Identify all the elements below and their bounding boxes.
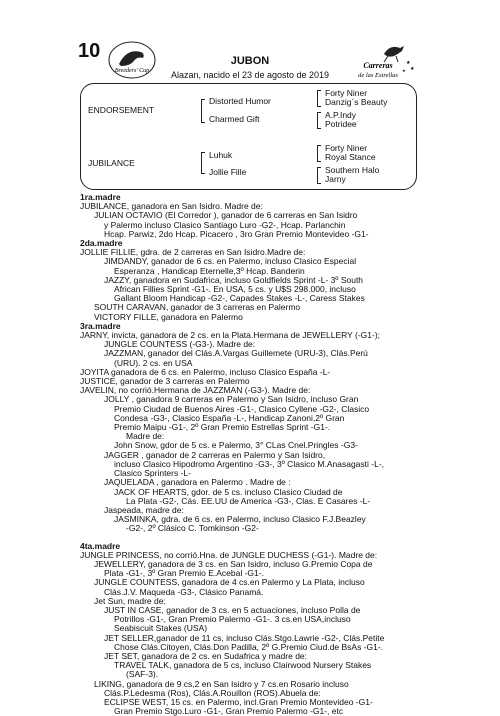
- pedigree-brace: [201, 152, 205, 174]
- family-line: JUNGLE COUNTESS (-G3-). Madre de:: [104, 339, 256, 350]
- pedigree-brace: [201, 99, 205, 123]
- family-line: JEWELLERY, ganadora de 3 cs. en San Isidro, incluso G.Premio Copa de: [94, 558, 373, 569]
- family-line: Jaspeada, madre de:: [104, 504, 184, 515]
- family-line: JARNY, invicta, ganadora de 2 cs. en la Plata.Hermana de JEWELLERY (-G1-);: [80, 330, 381, 341]
- family-section-heading: 1ra.madre: [80, 192, 121, 202]
- family-line: Premio Ciudad de Buenos Aires -G1-, Clasico Cyllene -G2-, Clasico: [114, 403, 370, 414]
- pedigree-dam-sire: Luhuk: [209, 150, 233, 160]
- family-line: Seabiscuit Stakes (USA): [114, 623, 208, 634]
- family-line: JET SET, ganadora de 2 cs. en Sudafrica y madre de:: [104, 650, 308, 661]
- family-line: Potrillos -G1-, Gran Premio Palermo -G1-. 3 cs.en USA,incluso: [114, 614, 351, 625]
- family-line: ECLIPSE WEST, 15 cs. en Palermo, incl.Gran Premio Montevideo -G1-: [104, 696, 373, 707]
- family-line: John Snow, gdor de 5 cs. e Palermo, 3° CLas Cnel.Pringles -G3-: [114, 440, 358, 451]
- family-line: JUSTICE, ganador de 3 carreras en Palermo: [80, 376, 250, 387]
- family-line: Clás.J.V. Maqueda -G3-, Clásico Panamá.: [104, 586, 264, 597]
- family-line: JAZZMAN, ganador del Clás.A.Vargas Guillemete (URU-3), Clás.Perú: [104, 348, 368, 359]
- family-line: Gran Premio Stgo.Luro -G1-, Gran Premio Palermo -G1-, etc: [114, 706, 344, 716]
- family-line: VICTORY FILLE, ganadora en Palermo: [94, 311, 243, 322]
- pedigree-dam-sire-sire: Forty Niner: [325, 143, 368, 153]
- family-line: JAZZY, ganadora en Sudafrica, incluso Goldfields Sprint -L- 3º South: [104, 274, 364, 285]
- family-line: LIKING, ganadora de 9 cs,2 en San Isidro y 7 cs.en Rosario incluso: [94, 678, 349, 689]
- family-section-heading: 3ra.madre: [80, 320, 121, 331]
- family-line: Hcap. Parwiz, 2do Hcap. Picacero , 3ro Gran Premio Montevideo -G1-: [104, 228, 369, 239]
- pedigree-sire-sire: Distorted Humor: [209, 96, 271, 106]
- spacer: [80, 534, 425, 542]
- pedigree-dam-sire-dam: Royal Stance: [325, 152, 376, 162]
- family-line: La Plata -G2-, Cás. EE.UU de America -G3-, Clas. E Casares -L-: [126, 495, 371, 506]
- horse-name: JUBON: [230, 55, 270, 67]
- family-line: Jet Sun, madre de:: [94, 595, 166, 606]
- family-line: TRAVEL TALK, ganadora de 5 cs, incluso Clairwood Nursery Stakes: [114, 660, 372, 671]
- family-line: Plata -G1-, 3º Gran Premio E.Acebal -G1-.: [104, 568, 264, 579]
- family-line: JUNGLE COUNTESS, ganadora de 4 cs.en Palermo y La Plata, incluso: [94, 577, 365, 588]
- pedigree-dam-dam: Jollie Fille: [209, 167, 247, 177]
- svg-text:★: ★: [406, 60, 411, 66]
- pedigree-brace: [317, 145, 321, 162]
- family-line: JOLLIE FILLIE, gdra. de 2 carreras en San Isidro.Madre de:: [80, 247, 306, 258]
- svg-text:★: ★: [410, 66, 415, 72]
- family-section-heading: 4ta.madre: [80, 540, 121, 551]
- pedigree-brace: [317, 90, 321, 107]
- family-line: Esperanza , Handicap Eternelle,3º Hcap. Banderin: [114, 265, 305, 276]
- family-section-heading: 2da.madre: [80, 238, 123, 249]
- pedigree-brace: [317, 112, 321, 129]
- pedigree-sire-dam: Charmed Gift: [209, 114, 260, 124]
- family-line: JASMINKA, gdra. de 6 cs. en Palermo, incluso Clasico F.J.Beazley: [114, 514, 366, 525]
- family-line: JAQUELADA , ganadora en Palermo . Madre de :: [104, 477, 291, 488]
- lot-number: 10: [78, 40, 101, 62]
- pedigree-dam-dam-dam: Jarny: [325, 174, 346, 184]
- family-line: JAVELIN, no corrió.Hermana de JAZZMAN (-G3-). Madre de:: [80, 385, 311, 396]
- family-line: JOYITA ganadora de 6 cs. en Palermo, incluso Clasico España -L-: [80, 366, 331, 377]
- family-line: Madre de:: [126, 431, 165, 442]
- pedigree-brace: [317, 167, 321, 184]
- family-line: JUNGLE PRINCESS, no corrió.Hna. de JUNGLE DUCHESS (-G1-). Madre de:: [80, 549, 378, 560]
- family-line: SOUTH CARAVAN, ganador de 3 carreras en Palermo: [94, 302, 301, 313]
- family-line: JIMDANDY, ganador de 6 cs. en Palermo, incluso Clasico Especial: [104, 256, 357, 267]
- pedigree-sire-dam-sire: A.P.Indy: [325, 110, 357, 120]
- family-line: JOLLY , ganadora 9 carreras en Palermo y San Isidro, incluso Gran: [104, 394, 359, 405]
- family-line: y Palermo incluso Clasico Santiago Luro -G2-, Hcap. Parlanchin: [104, 219, 346, 230]
- family-line: incluso Clasico Hipodromo Argentino -G3-, 3º Clasico M.Anasagasti -L-,: [114, 458, 385, 469]
- family-line: JACK OF HEARTS, gdor. de 5 cs. incluso Clasico Ciudad de: [114, 486, 343, 497]
- family-line: JUBILANCE, ganadora en San Isidro. Madre de:: [80, 201, 263, 212]
- svg-text:Breeders' Cup: Breeders' Cup: [114, 68, 150, 74]
- family-line: (URU). 2 cs. en USA: [114, 357, 193, 368]
- family-line: Gallant Bloom Handicap -G2-, Capades Stakes -L-, Caress Stakes: [114, 293, 365, 304]
- family-line: Clás.P.Ledesma (Ros), Clás.A.Rouillon (ROS).Abuela de:: [104, 687, 321, 698]
- pedigree-sire-dam-dam: Potridee: [325, 119, 357, 129]
- pedigree-sire: ENDORSEMENT: [88, 105, 155, 115]
- family-line: Condesa -G3-, Clasico España -L-, Handicap Zanoni,2º Gran: [114, 412, 345, 423]
- family-line: JAGGER , ganador de 2 carreras en Palermo y San Isidro,: [104, 449, 326, 460]
- family-line: Clasico Sprinters -L-: [114, 468, 191, 479]
- family-line: -G2-, 2º Clásico C. Tomkinson -G2-: [126, 523, 259, 534]
- pedigree-sire-sire-dam: Danzig´s Beauty: [325, 97, 388, 107]
- family-line: Premio Maipu -G1-, 2º Gran Premio Estrellas Sprint -G1-.: [114, 422, 331, 433]
- family-line: Chose Clás.Citoyen, Clás.Don Padilla, 2º G.Premio Ciud.de BsAs -G1-.: [114, 641, 384, 652]
- family-line: JUST IN CASE, ganador de 3 cs. en 5 actuaciones, incluso Polla de: [104, 604, 361, 615]
- svg-text:★: ★: [402, 68, 406, 73]
- svg-text:de las Estrellas: de las Estrellas: [358, 72, 398, 79]
- family-line: African Fillies Sprint -G1-. En USA, 5 cs. y U$S 298.000, incluso: [114, 284, 356, 295]
- pedigree-dam: JUBILANCE: [88, 158, 135, 168]
- family-line: (SAF-3).: [126, 669, 159, 680]
- family-line: JET SELLER,ganador de 11 cs, incluso Clás.Stgo.Lawrie -G2-, Clás.Petite: [104, 632, 385, 643]
- svg-text:Carreras: Carreras: [363, 61, 393, 70]
- family-line: JULIAN OCTAVIO (El Corredor ), ganador de 6 carreras en San Isidro: [94, 210, 358, 221]
- pedigree-dam-dam-sire: Southern Halo: [325, 165, 380, 175]
- pedigree-sire-sire-sire: Forty Niner: [325, 88, 368, 98]
- horse-description: Alazan, nacido el 23 de agosto de 2019: [170, 70, 330, 80]
- family-record: [80, 193, 425, 716]
